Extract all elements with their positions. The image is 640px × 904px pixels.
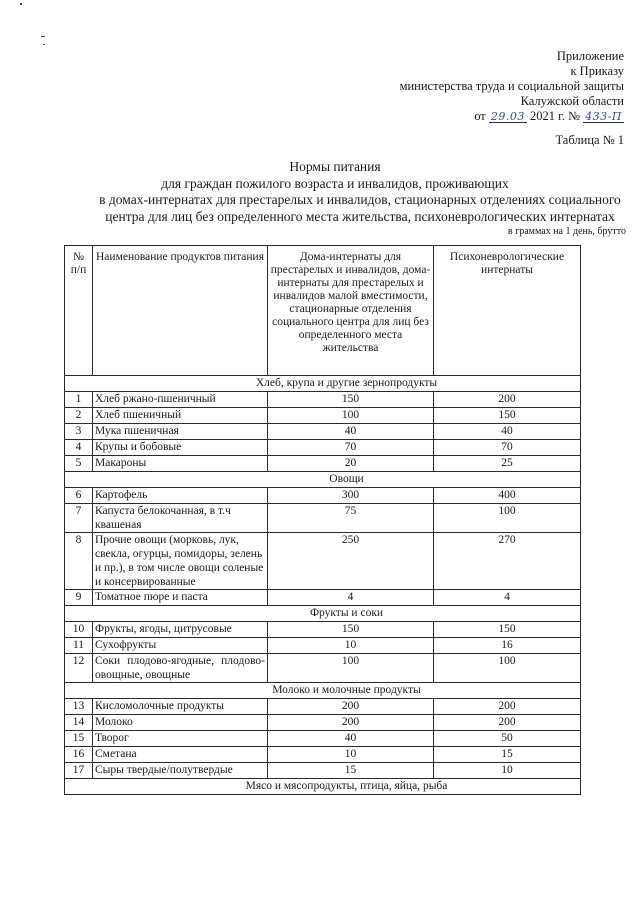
- value-nursing-homes: 250: [268, 533, 434, 590]
- value-nursing-homes: 150: [268, 392, 434, 408]
- title-line-2: для граждан пожилого возраста и инвалидов, проживающих: [161, 175, 509, 191]
- value-psychoneurological: 100: [434, 654, 581, 683]
- value-psychoneurological: 40: [434, 424, 581, 440]
- row-number: 7: [65, 504, 93, 533]
- value-psychoneurological: 16: [434, 638, 581, 654]
- table-row: [65, 747, 581, 763]
- section-title: Мясо и мясопродукты, птица, яйца, рыба: [65, 779, 581, 795]
- value-psychoneurological: 15: [434, 747, 581, 763]
- value-psychoneurological: 25: [434, 456, 581, 472]
- table-row: [65, 392, 581, 408]
- row-number: 16: [65, 747, 93, 763]
- order-date-line: [400, 109, 624, 124]
- section-row-dairy: [65, 683, 581, 699]
- value-nursing-homes: 100: [268, 654, 434, 683]
- date-prefix: от: [474, 109, 486, 123]
- handwritten-date: 29.03: [490, 110, 525, 123]
- order-reference: к Приказу: [570, 64, 624, 78]
- scan-speck: [41, 36, 45, 37]
- table-row: [65, 440, 581, 456]
- product-name: Сухофрукты: [93, 638, 268, 654]
- table-row: [65, 638, 581, 654]
- table-number: Таблица № 1: [555, 133, 624, 147]
- row-number: 5: [65, 456, 93, 472]
- units-note: в граммах на 1 день, брутто: [507, 226, 626, 237]
- product-name: Сметана: [93, 747, 268, 763]
- value-nursing-homes: 300: [268, 488, 434, 504]
- value-psychoneurological: 270: [434, 533, 581, 590]
- value-nursing-homes: 70: [268, 440, 434, 456]
- title-line-1: Нормы питания: [289, 159, 381, 174]
- value-nursing-homes: 40: [268, 424, 434, 440]
- value-psychoneurological: 200: [434, 715, 581, 731]
- product-name: Прочие овощи (морковь, лук, свекла, огурцы, помидоры, зелень и пр.), в том числе овощи соленые и консервированные: [93, 533, 268, 590]
- table-header-row: [65, 246, 581, 376]
- document-title: [0, 159, 640, 225]
- value-nursing-homes: 200: [268, 699, 434, 715]
- value-psychoneurological: 200: [434, 392, 581, 408]
- value-psychoneurological: 70: [434, 440, 581, 456]
- handwritten-order-number: 433-П: [585, 110, 622, 123]
- row-number: 2: [65, 408, 93, 424]
- region-name: Калужской области: [520, 94, 624, 108]
- nutrition-norms-table: [64, 245, 581, 795]
- value-nursing-homes: 4: [268, 590, 434, 606]
- product-name: Кисломолочные продукты: [93, 699, 268, 715]
- row-number: 10: [65, 622, 93, 638]
- table-row: [65, 533, 581, 590]
- title-line-4: центра для лиц без определенного места жительства, психоневрологических интернатах: [105, 208, 615, 224]
- column-header-number: № п/п: [65, 246, 93, 376]
- table-row: [65, 408, 581, 424]
- value-psychoneurological: 10: [434, 763, 581, 779]
- row-number: 1: [65, 392, 93, 408]
- value-nursing-homes: 20: [268, 456, 434, 472]
- ministry-name: министерства труда и социальной защиты: [399, 79, 624, 93]
- scan-speck: [20, 3, 22, 5]
- row-number: 14: [65, 715, 93, 731]
- table-row: [65, 699, 581, 715]
- row-number: 3: [65, 424, 93, 440]
- section-row-meat: [65, 779, 581, 795]
- product-name: Крупы и бобовые: [93, 440, 268, 456]
- title-line-3: в домах-интернатах для престарелых и инвалидов, стационарных отделениях социального: [99, 192, 621, 207]
- table-row: [65, 622, 581, 638]
- value-nursing-homes: 10: [268, 747, 434, 763]
- value-nursing-homes: 75: [268, 504, 434, 533]
- scan-speck: [43, 44, 45, 45]
- section-title: Молоко и молочные продукты: [65, 683, 581, 699]
- section-title: Хлеб, крупа и другие зернопродукты: [65, 376, 581, 392]
- product-name: Капуста белокочанная, в т.ч квашеная: [93, 504, 268, 533]
- row-number: 13: [65, 699, 93, 715]
- table-row: [65, 654, 581, 683]
- order-appendix-header: [400, 49, 624, 124]
- table-row: [65, 488, 581, 504]
- product-name: Мука пшеничная: [93, 424, 268, 440]
- table-row: [65, 424, 581, 440]
- column-header-psychoneurological: Психоневрологические интернаты: [434, 246, 581, 376]
- product-name: Томатное пюре и паста: [93, 590, 268, 606]
- value-psychoneurological: 400: [434, 488, 581, 504]
- value-nursing-homes: 15: [268, 763, 434, 779]
- product-name: Сыры твердые/полутвердые: [93, 763, 268, 779]
- table-row: [65, 456, 581, 472]
- table-row: [65, 763, 581, 779]
- product-name: Картофель: [93, 488, 268, 504]
- section-title: Фрукты и соки: [65, 606, 581, 622]
- value-psychoneurological: 150: [434, 622, 581, 638]
- row-number: 9: [65, 590, 93, 606]
- row-number: 8: [65, 533, 93, 590]
- value-nursing-homes: 10: [268, 638, 434, 654]
- product-name: Фрукты, ягоды, цитрусовые: [93, 622, 268, 638]
- product-name: Молоко: [93, 715, 268, 731]
- value-psychoneurological: 150: [434, 408, 581, 424]
- column-header-product-name: Наименование продуктов питания: [93, 246, 268, 376]
- table-row: [65, 504, 581, 533]
- appendix-label: Приложение: [556, 49, 624, 63]
- row-number: 4: [65, 440, 93, 456]
- table-row: [65, 731, 581, 747]
- product-name: Макароны: [93, 456, 268, 472]
- section-row-grains: [65, 376, 581, 392]
- value-psychoneurological: 200: [434, 699, 581, 715]
- value-nursing-homes: 200: [268, 715, 434, 731]
- section-row-vegetables: [65, 472, 581, 488]
- order-year: 2021 г. №: [530, 109, 581, 123]
- value-nursing-homes: 100: [268, 408, 434, 424]
- row-number: 11: [65, 638, 93, 654]
- product-name: Соки плодово-ягодные, плодово-овощные, овощные: [93, 654, 268, 683]
- product-name: Хлеб пшеничный: [93, 408, 268, 424]
- value-psychoneurological: 50: [434, 731, 581, 747]
- row-number: 15: [65, 731, 93, 747]
- column-header-nursing-homes: Дома-интернаты для престарелых и инвалидов, дома-интернаты для престарелых и инвалидов малой вместимости, стационарные отделения социального центра для лиц без определенного места жительства: [268, 246, 434, 376]
- table-row: [65, 590, 581, 606]
- section-row-fruits: [65, 606, 581, 622]
- value-psychoneurological: 4: [434, 590, 581, 606]
- product-name: Хлеб ржано-пшеничный: [93, 392, 268, 408]
- row-number: 12: [65, 654, 93, 683]
- value-nursing-homes: 40: [268, 731, 434, 747]
- value-psychoneurological: 100: [434, 504, 581, 533]
- value-nursing-homes: 150: [268, 622, 434, 638]
- row-number: 6: [65, 488, 93, 504]
- product-name: Творог: [93, 731, 268, 747]
- table-row: [65, 715, 581, 731]
- row-number: 17: [65, 763, 93, 779]
- section-title: Овощи: [65, 472, 581, 488]
